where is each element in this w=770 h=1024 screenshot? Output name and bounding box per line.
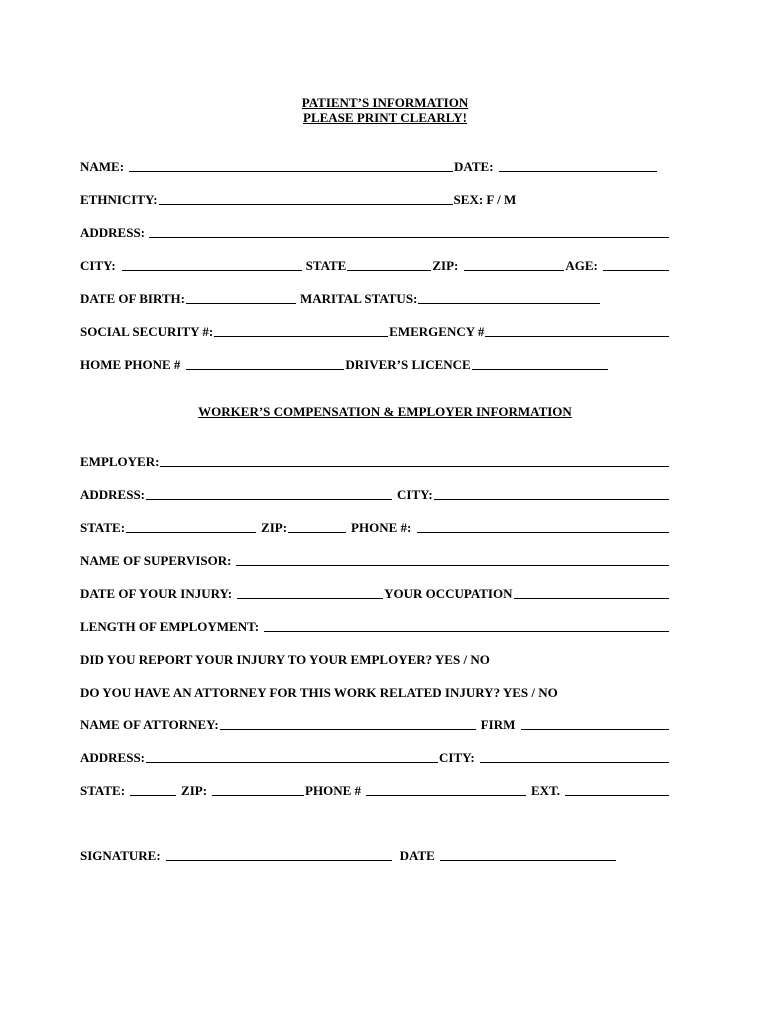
home-phone-label: HOME PHONE # [80,357,181,372]
emergency-label: EMERGENCY # [389,324,485,339]
row-ssn [80,322,670,340]
age-field[interactable] [603,258,669,271]
marital-label: MARITAL STATUS: [300,291,418,306]
attorney-phone-field[interactable] [366,783,526,796]
employer-address-field[interactable] [146,487,392,500]
address-field[interactable] [149,225,669,238]
attorney-address-field[interactable] [146,750,438,763]
age-label: AGE: [565,258,598,273]
name-field[interactable] [129,159,453,172]
row-attorney-name [80,715,670,733]
row-employer [80,452,670,470]
occupation-field[interactable] [514,586,670,599]
row-ethnicity [80,190,670,208]
employer-field[interactable] [160,454,669,467]
dob-label: DATE OF BIRTH: [80,291,185,306]
emergency-field[interactable] [485,324,669,337]
row-reported-question [80,650,670,668]
employer-address-label: ADDRESS: [80,487,146,502]
row-city [80,256,670,274]
length-label: LENGTH OF EMPLOYMENT: [80,619,260,634]
attorney-state-field[interactable] [130,783,176,796]
employer-label: EMPLOYER: [80,454,160,469]
row-employer-address [80,485,670,503]
state-field[interactable] [347,258,431,271]
row-attorney-question [80,683,670,701]
firm-field[interactable] [521,717,669,730]
row-name [80,157,670,175]
injury-date-field[interactable] [237,586,383,599]
date-field[interactable] [499,159,657,172]
form-subtitle: PLEASE PRINT CLEARLY! [303,110,467,125]
firm-label: FIRM [480,717,516,732]
employer-zip-label: ZIP: [261,520,288,535]
ethnicity-field[interactable] [159,192,453,205]
attorney-address-label: ADDRESS: [80,750,146,765]
employer-phone-label: PHONE #: [351,520,412,535]
zip-field[interactable] [464,258,564,271]
employer-city-field[interactable] [434,487,669,500]
state-label: STATE [305,258,347,273]
ext-label: EXT. [531,783,561,798]
attorney-zip-field[interactable] [212,783,304,796]
address-label: ADDRESS: [80,225,146,240]
employer-phone-field[interactable] [417,520,669,533]
attorney-name-field[interactable] [220,717,476,730]
row-length [80,617,670,635]
ethnicity-label: ETHNICITY: [80,192,158,207]
supervisor-label: NAME OF SUPERVISOR: [80,553,232,568]
length-field[interactable] [264,619,669,632]
row-address [80,223,670,241]
home-phone-field[interactable] [186,357,344,370]
employer-section-heading: WORKER’S COMPENSATION & EMPLOYER INFORMATION [198,404,572,419]
dob-field[interactable] [186,291,296,304]
employer-state-field[interactable] [126,520,256,533]
attorney-zip-label: ZIP: [181,783,208,798]
form-title: PATIENT’S INFORMATION [301,95,469,110]
attorney-question: DO YOU HAVE AN ATTORNEY FOR THIS WORK RELATED INJURY? YES / NO [80,685,558,700]
signature-field[interactable] [166,848,392,861]
attorney-city-field[interactable] [480,750,669,763]
reported-question: DID YOU REPORT YOUR INJURY TO YOUR EMPLOYER? YES / NO [80,652,490,667]
licence-field[interactable] [472,357,608,370]
city-label: CITY: [80,258,116,273]
sex-label: SEX: F / M [453,192,517,207]
marital-field[interactable] [418,291,600,304]
signature-date-label: DATE [399,848,435,863]
injury-date-label: DATE OF YOUR INJURY: [80,586,233,601]
attorney-city-label: CITY: [439,750,475,765]
signature-date-field[interactable] [440,848,616,861]
date-label: DATE: [454,159,494,174]
employer-zip-field[interactable] [288,520,346,533]
row-supervisor [80,551,670,569]
attorney-state-label: STATE: [80,783,126,798]
row-employer-state [80,518,670,536]
row-attorney-address [80,748,670,766]
row-attorney-state [80,781,670,799]
attorney-name-label: NAME OF ATTORNEY: [80,717,219,732]
row-injury-date [80,584,670,602]
licence-label: DRIVER’S LICENCE [345,357,471,372]
city-field[interactable] [122,258,302,271]
ext-field[interactable] [565,783,669,796]
zip-label: ZIP: [432,258,459,273]
row-home-phone [80,355,670,373]
occupation-label: YOUR OCCUPATION [384,586,513,601]
ssn-label: SOCIAL SECURITY #: [80,324,214,339]
ssn-field[interactable] [214,324,388,337]
row-dob [80,289,670,307]
supervisor-field[interactable] [236,553,669,566]
row-signature [80,846,670,864]
attorney-phone-label: PHONE # [305,783,362,798]
employer-city-label: CITY: [397,487,433,502]
signature-label: SIGNATURE: [80,848,161,863]
employer-state-label: STATE: [80,520,126,535]
name-label: NAME: [80,159,125,174]
